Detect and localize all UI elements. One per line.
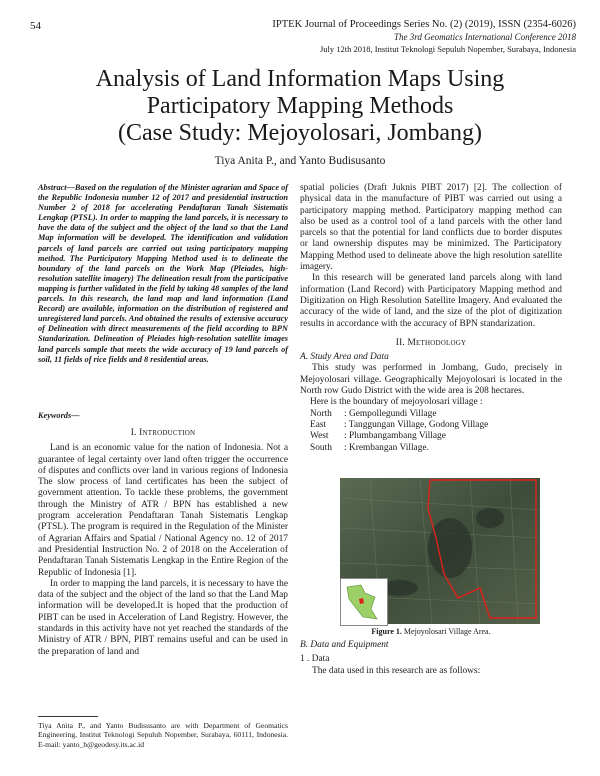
inset-map-shape bbox=[341, 579, 387, 625]
methodology-heading-text: Methodology bbox=[407, 337, 467, 348]
boundary-row: South : Krembangan Village. bbox=[310, 442, 429, 453]
data-item: 1 . Data bbox=[300, 654, 330, 665]
intro-paragraph-1: Land is an economic value for the nation of Indonesia. Not a guarantee of legal certainty over land often trigger the occurrence of disputes and conflicts over land in various regions of Indonesia The slow process of land certificates has been the subject of government attention. To tackle these problems, the government through the Ministry of ATR / BPN has established a new program acceleration Pendaftaran Tanah Sistematis Lengkap (PTSL). The program is required in the Regulation of the Minister of Agrarian Affairs and Spatial / National Agency no. 12 of 2017 and Presidential Instruction No. 2 of 2018 on the Acceleration of Pendaftaran Tanah Sistematis Lengkap in the Entire Region of the Republic of Indonesia [1]. bbox=[38, 443, 288, 578]
abstract bbox=[38, 183, 288, 365]
abstract-text: —Based on the regulation of the Minister agrarian and Space of the Republic Indonesia number 12 of 2017 and presidential instruction Number 2 of 2018 for accelerating Pendaftaran Tanah Sistematis Lengkap (PTSL). In order to mapping the land parcels, it is necessary to have the data of the subject and the object of the land so that the Land Map information will be developed. The identification and validation parcels of land parcels are carried out using participatory mapping method. The Participatory Mapping Method used is to delineate the boundary of the land parcels on the Work Map (Pleiades, high-resolution satellite imagery) The delineation result from the participative mapping is further validated in the field by taking 48 samples of the land parcels. In this research, the land map and land information (Land Record) are available, information on the distribution of registered and unregistered land parcels. And obtained the results of extensive accuracy of Delineation with direct measurements of the field according to BPN Standarization. Delineation of Pleiades high-resolution satellite images land parcels sample that meets the wide accuracy of 19 land parcels of soil, 11 fields of rice fields and 8 residential areas. bbox=[38, 183, 288, 364]
paper-title bbox=[40, 66, 560, 147]
study-area-paragraph: This study was performed in Jombang, Gudo, precisely in Mejoyolosari village. Geographically Mejoyolosari is located in the North row Gudo District with the wide area is 208 hectares. bbox=[300, 363, 562, 397]
data-equipment-section bbox=[300, 640, 562, 677]
boundary-list bbox=[300, 409, 562, 454]
boundary-row: North : Gempollegundi Village bbox=[310, 408, 437, 419]
journal-header bbox=[272, 19, 576, 55]
right-paragraph-2: In this research will be generated land parcels along with land information (Land Record) with Participatory Mapping method and Digitization on High Resolution Satellite Imagery. And evaluated the accuracy of the wide of land, and the size of the plot of digitization results in accordance with the accuracy of BPN standarization. bbox=[300, 273, 562, 329]
boundary-intro: Here is the boundary of mejoyolosari village : bbox=[310, 397, 483, 408]
intro-paragraph-2: In order to mapping the land parcels, it is necessary to have the data of the subject and the object of the land so that the Land Map information will be developed.It is hoped that the production of PIBT can be used in Acceleration of Land Registry. However, the standards in this activity have not yet reached the standards of the Ministry of ATR / BPN, PIBT remains useful and can be used in the preparation of land and bbox=[38, 578, 288, 657]
boundary-row: West : Plumbangambang Village bbox=[310, 431, 446, 442]
right-paragraph-1: spatial policies (Draft Juknis PIBT 2017) [2]. The collection of physical data in the manufacture of PIBT was carried out using a participatory mapping method. Participatory mapping method can also be used as a control tool of a land parcels with the other land parcels so that the potential for land conflicts due to border disputes or land ownership disputes may be minimized. The Participatory Mapping Method used to delineate above the high resolution satellite imagery. bbox=[300, 183, 562, 273]
introduction-heading bbox=[38, 428, 288, 439]
boundary-row: East : Tanggungan Village, Godong Village bbox=[310, 419, 489, 430]
conference-date-venue: July 12th 2018, Institut Teknologi Sepuluh Nopember, Surabaya, Indonesia bbox=[319, 44, 576, 54]
figure-caption bbox=[300, 627, 562, 636]
figure-label: Figure 1. bbox=[371, 627, 402, 636]
introduction-heading-text: Introduction bbox=[139, 428, 196, 438]
journal-name: IPTEK Journal of Proceedings Series No. (2) (2019), ISSN (2354-6026) bbox=[272, 19, 576, 30]
conference-name: The 3rd Geomatics International Conference 2018 bbox=[393, 32, 576, 42]
introduction-heading-num: I. bbox=[130, 428, 137, 438]
subsection-a-heading: A. Study Area and Data bbox=[300, 352, 389, 363]
data-paragraph: The data used in this research are as follows: bbox=[312, 665, 481, 676]
page-number: 54 bbox=[30, 20, 41, 32]
keywords: Keywords— bbox=[38, 411, 80, 420]
authors: Tiya Anita P., and Yanto Budisusanto bbox=[214, 155, 386, 167]
right-column-text bbox=[300, 183, 562, 454]
methodology-heading bbox=[300, 338, 562, 349]
title-line-1: Analysis of Land Information Maps Using bbox=[95, 66, 505, 92]
subsection-b-heading: B. Data and Equipment bbox=[300, 640, 389, 650]
methodology-heading-num: II. bbox=[395, 337, 405, 348]
abstract-lead: Abstract bbox=[38, 183, 67, 192]
footnote: Tiya Anita P., and Yanto Budisusanto are with Department of Geomatics Engineering, Institut Teknologi Sepuluh Nopember, Surabaya, 60111, Indonesia. E-mail: yanto_b@geodesy.its.ac.id bbox=[38, 721, 288, 749]
introduction-section bbox=[38, 428, 288, 658]
title-line-3: (Case Study: Mejoyolosari, Jombang) bbox=[118, 120, 482, 146]
location-inset-map bbox=[340, 578, 388, 626]
footnote-rule bbox=[38, 716, 98, 717]
title-line-2: Participatory Mapping Methods bbox=[146, 93, 454, 119]
figure-caption-text: Mejoyolosari Village Area. bbox=[401, 627, 491, 636]
